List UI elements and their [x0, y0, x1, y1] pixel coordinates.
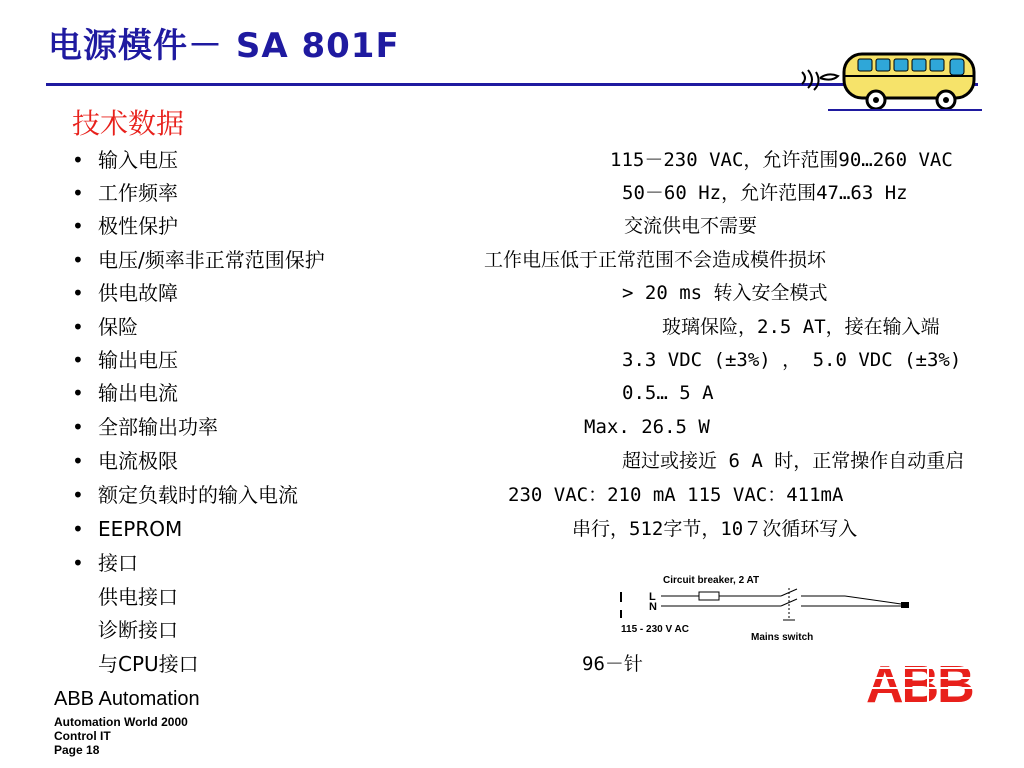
- footer-page: Page 18: [54, 743, 100, 757]
- spec-value: 超过或接近 6 A 时，正常操作自动重启: [622, 450, 965, 472]
- interface-label: 诊断接口: [98, 618, 178, 642]
- spec-value: 串行，512字节，10７次循环写入: [572, 518, 858, 540]
- bullet-icon: •: [72, 415, 84, 439]
- interface-label: 与CPU接口: [98, 652, 199, 676]
- spec-label: 额定负载时的输入电流: [98, 483, 298, 507]
- interface-label: 供电接口: [98, 585, 178, 609]
- spec-label: 工作频率: [98, 181, 178, 205]
- bullet-icon: •: [72, 381, 84, 405]
- switch-label: Mains switch: [751, 632, 814, 643]
- spec-label: 输出电压: [98, 348, 178, 372]
- bullet-icon: •: [72, 315, 84, 339]
- spec-value: 115－230 VAC，允许范围90…260 VAC: [610, 149, 953, 171]
- spec-label: 电压/频率非正常范围保护: [98, 248, 325, 272]
- spec-value: 工作电压低于正常范围不会造成模件损坏: [484, 249, 827, 271]
- spec-label: 接口: [98, 551, 138, 575]
- voltage-label: 115 - 230 V AC: [621, 624, 690, 635]
- bullet-icon: •: [72, 517, 84, 541]
- svg-text:ABB: ABB: [866, 658, 973, 708]
- footer-event: Automation World 2000: [54, 715, 188, 729]
- wiring-diagram: [615, 570, 915, 650]
- spec-label: 极性保护: [98, 214, 178, 238]
- spec-label: 输入电压: [98, 148, 178, 172]
- spec-value: 230 VAC：210 mA 115 VAC：411mA: [508, 484, 844, 506]
- bullet-icon: •: [72, 348, 84, 372]
- n-terminal-label: N: [649, 601, 657, 613]
- abb-logo: [866, 658, 990, 708]
- spec-label: 供电故障: [98, 281, 178, 305]
- spec-label: 全部输出功率: [98, 415, 218, 439]
- bullet-icon: •: [72, 148, 84, 172]
- bullet-icon: •: [72, 181, 84, 205]
- spec-label: 电流极限: [98, 449, 178, 473]
- bullet-icon: •: [72, 449, 84, 473]
- interface-value: 96－针: [582, 653, 643, 675]
- spec-label: EEPROM: [98, 517, 183, 541]
- breaker-label: Circuit breaker, 2 AT: [663, 575, 760, 586]
- bus-clipart-icon: [800, 44, 990, 116]
- spec-label: 输出电流: [98, 381, 178, 405]
- bullet-icon: •: [72, 483, 84, 507]
- spec-value: > 20 ms 转入安全模式: [622, 282, 828, 304]
- footer-product: Control IT: [54, 729, 111, 743]
- section-heading: 技术数据: [72, 107, 185, 140]
- l-terminal-label: L: [649, 591, 656, 603]
- spec-value: Max. 26.5 W: [584, 416, 710, 438]
- bullet-icon: •: [72, 551, 84, 575]
- bullet-icon: •: [72, 248, 84, 272]
- spec-value: 3.3 VDC (±3%) ， 5.0 VDC (±3%): [622, 349, 962, 371]
- spec-value: 交流供电不需要: [624, 215, 758, 237]
- bullet-icon: •: [72, 214, 84, 238]
- spec-value: 0.5… 5 A: [622, 382, 714, 404]
- footer-details: [54, 715, 188, 757]
- page-title: 电源模件－ SA 801F: [48, 26, 400, 66]
- spec-value: 50－60 Hz，允许范围47…63 Hz: [622, 182, 908, 204]
- bullet-icon: •: [72, 281, 84, 305]
- footer-company: ABB Automation: [54, 688, 200, 710]
- spec-label: 保险: [98, 315, 138, 339]
- spec-value: 玻璃保险，2.5 AT，接在输入端: [662, 316, 940, 338]
